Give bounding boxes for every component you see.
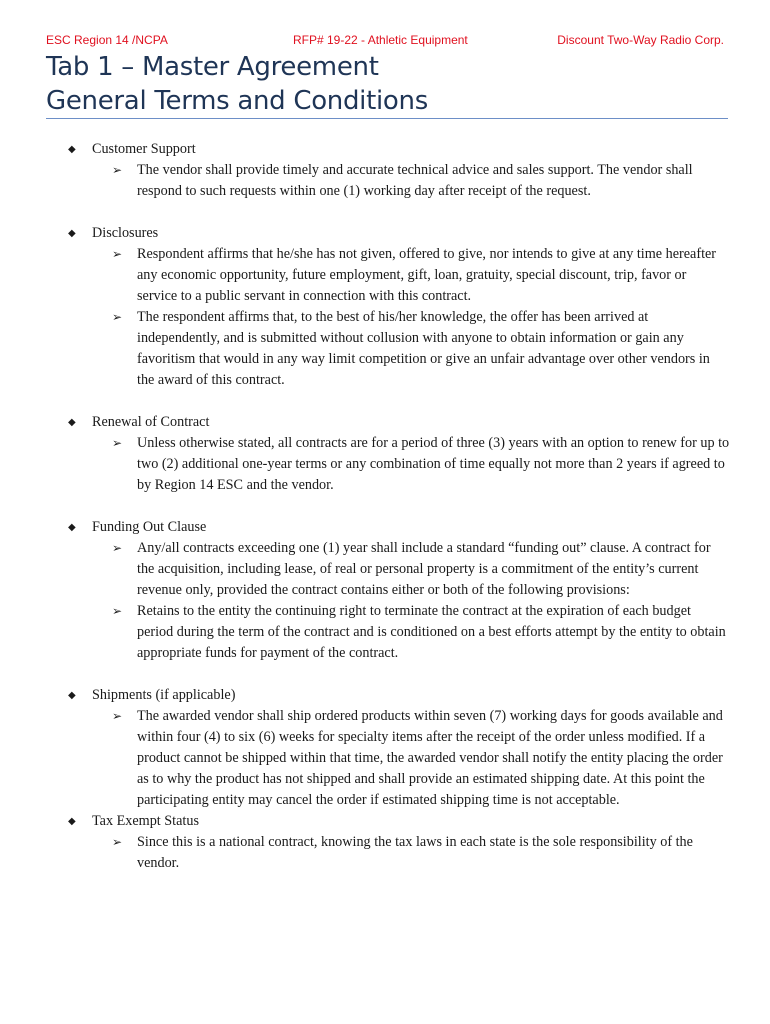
list-item [0, 307, 770, 391]
arrow-bullet-icon: ➢ [112, 604, 123, 618]
list-item [0, 538, 770, 601]
section-heading-text: Renewal of Contract [92, 414, 210, 430]
arrow-bullet-icon: ➢ [112, 835, 123, 849]
page-title [46, 50, 728, 118]
section-funding-out-clause [0, 517, 770, 664]
section-heading [0, 517, 770, 538]
header-right-text: Discount Two-Way Radio Corp. [557, 33, 724, 47]
section-heading [0, 412, 770, 433]
list-item [0, 160, 770, 202]
list-item-text: Unless otherwise stated, all contracts are for a period of three (3) years with an option to renew for up to two (2) additional one-year terms or any combination of time equally not more than 2 years if agreed to by Region 14 ESC and the vendor. [137, 435, 730, 493]
diamond-bullet-icon: ◆ [68, 228, 76, 239]
page-header [0, 33, 770, 49]
diamond-bullet-icon: ◆ [68, 417, 76, 428]
list-item-text: Retains to the entity the continuing right to terminate the contract at the expiration of each budget period during the term of the contract and is conditioned on a best efforts attempt by the entity to obtain appropriate funds for payment of the contract. [137, 603, 726, 661]
list-item [0, 706, 770, 811]
list-item [0, 832, 770, 874]
list-item [0, 433, 770, 496]
arrow-bullet-icon: ➢ [112, 310, 123, 324]
arrow-bullet-icon: ➢ [112, 436, 123, 450]
header-middle-text: RFP# 19-22 - Athletic Equipment [293, 33, 468, 47]
document-body [0, 139, 770, 874]
section-heading [0, 139, 770, 160]
section-heading-text: Disclosures [92, 225, 159, 241]
arrow-bullet-icon: ➢ [112, 709, 123, 723]
diamond-bullet-icon: ◆ [68, 690, 76, 701]
diamond-bullet-icon: ◆ [68, 816, 76, 827]
list-item-text: The awarded vendor shall ship ordered products within seven (7) working days for goods available and within four (4) to six (6) weeks for specialty items after the receipt of the order unless modified. If a product cannot be shipped within that time, the awarded vendor shall notify the entity placing the order as to why the product has not shipped and shall provide an estimated shipping date. At this point the participating entity may cancel the order if estimated shipping time is not acceptable. [137, 708, 723, 808]
section-heading [0, 811, 770, 832]
list-item [0, 601, 770, 664]
section-heading-text: Shipments (if applicable) [92, 687, 236, 703]
header-left-text: ESC Region 14 /NCPA [46, 33, 168, 47]
list-item-text: Since this is a national contract, knowing the tax laws in each state is the sole responsibility of the vendor. [137, 834, 693, 871]
list-item-text: Respondent affirms that he/she has not given, offered to give, nor intends to give at any time hereafter any economic opportunity, future employment, gift, loan, gratuity, special discount, trip, favor or service to a public servant in connection with this contract. [137, 246, 717, 304]
title-divider [46, 118, 728, 119]
section-tax-exempt-status [0, 811, 770, 874]
section-renewal-of-contract [0, 412, 770, 496]
list-item-text: The respondent affirms that, to the best of his/her knowledge, the offer has been arrived at independently, and is submitted without collusion with anyone to obtain information or gain any favoritism that would in any way limit competition or give an unfair advantage over other vendors in the award of this contract. [137, 309, 710, 388]
section-heading [0, 685, 770, 706]
list-item [0, 244, 770, 307]
diamond-bullet-icon: ◆ [68, 522, 76, 533]
section-shipments [0, 685, 770, 811]
arrow-bullet-icon: ➢ [112, 541, 123, 555]
list-item-text: The vendor shall provide timely and accurate technical advice and sales support. The vendor shall respond to such requests within one (1) working day after receipt of the request. [137, 162, 693, 199]
section-heading-text: Tax Exempt Status [92, 813, 199, 829]
section-heading [0, 223, 770, 244]
section-heading-text: Customer Support [92, 141, 196, 157]
section-heading-text: Funding Out Clause [92, 519, 207, 535]
section-customer-support [0, 139, 770, 202]
list-item-text: Any/all contracts exceeding one (1) year shall include a standard “funding out” clause. A contract for the acquisition, including lease, of real or personal property is a commitment of the entity’s current revenue only, provided the contract contains either or both of the following provisions: [137, 540, 711, 598]
title-line-2: General Terms and Conditions [46, 86, 428, 116]
diamond-bullet-icon: ◆ [68, 144, 76, 155]
title-line-1: Tab 1 – Master Agreement [46, 52, 379, 82]
arrow-bullet-icon: ➢ [112, 163, 123, 177]
arrow-bullet-icon: ➢ [112, 247, 123, 261]
section-disclosures [0, 223, 770, 391]
